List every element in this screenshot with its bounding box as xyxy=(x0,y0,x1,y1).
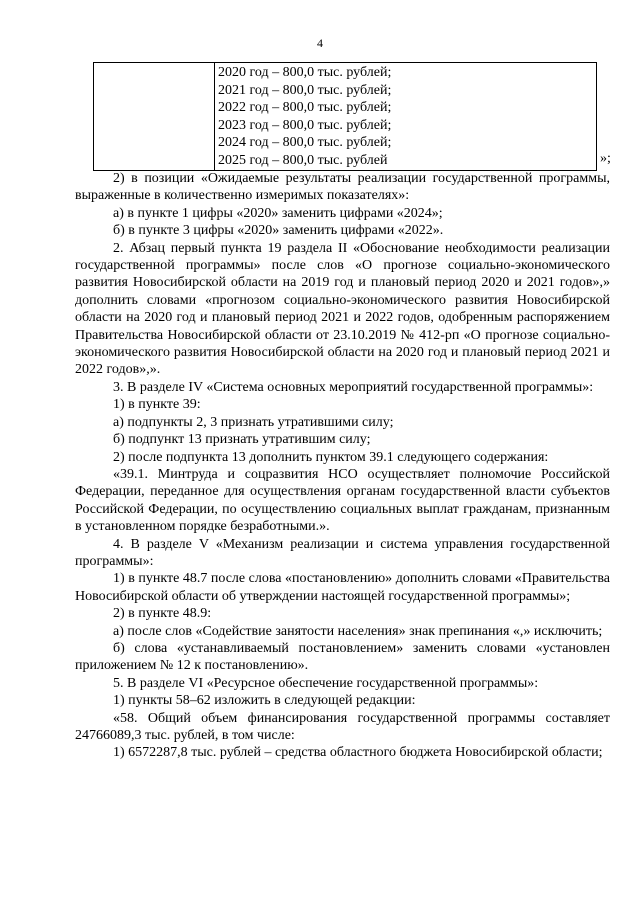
paragraph: 4. В разделе V «Механизм реализации и система управления государственной программы»: xyxy=(75,536,610,569)
page-number: 4 xyxy=(317,36,323,50)
paragraph: а) в пункте 1 цифры «2020» заменить цифрами «2024»; xyxy=(113,205,443,221)
paragraph: 5. В разделе VI «Ресурсное обеспечение государственной программы»: xyxy=(113,675,539,691)
paragraph: 1) в пункте 48.7 после слова «постановлению» дополнить словами «Правительства Новосибирской области об утверждении настоящей государственной программы»; xyxy=(75,571,610,604)
funding-table-values-cell xyxy=(215,63,597,171)
funding-table-label-cell xyxy=(94,63,215,171)
funding-table xyxy=(93,62,597,171)
paragraph: б) подпункт 13 признать утратившим силу; xyxy=(113,432,371,448)
paragraph: 2) после подпункта 13 дополнить пунктом 39.1 следующего содержания: xyxy=(113,449,549,465)
paragraph: б) в пункте 3 цифры «2020» заменить цифрами «2022». xyxy=(113,223,444,239)
paragraph: б) слова «устанавливаемый постановлением» заменить словами «установлен приложением № 12 к постановлению». xyxy=(75,640,610,674)
funding-row: 2021 год – 800,0 тыс. рублей; xyxy=(218,82,392,98)
paragraph: 1) в пункте 39: xyxy=(113,397,201,413)
paragraph: 1) пункты 58–62 изложить в следующей редакции: xyxy=(113,693,416,709)
paragraph: 2. Абзац первый пункта 19 раздела II «Обоснование необходимости реализации государственной программы» после слов «О прогнозе социально-экономического развития Новосибирской области на 2019 год и плановый период 2020 и 2021 годов»,» дополнить словами «прогнозом социально-экономического развития Новосибирской области на 2020 год и плановый период 2021 и 2022 годов, одобренным распоряжением Правительства Новосибирской области от 23.10.2019 № 412-рп «О прогнозе социально-экономического развития Новосибирской области на 2020 год и плановый период 2021 и 2022 годов»,». xyxy=(75,240,610,378)
paragraph: 2) в пункте 48.9: xyxy=(113,606,212,622)
table-closing-quote: »; xyxy=(600,151,611,166)
funding-row: 2024 год – 800,0 тыс. рублей; xyxy=(218,135,392,150)
document-body xyxy=(75,170,610,762)
paragraph: 2) в позиции «Ожидаемые результаты реализации государственной программы, выраженные в количественно измеримых показателях»: xyxy=(75,171,610,204)
paragraph: 3. В разделе IV «Система основных мероприятий государственной программы»: xyxy=(113,379,594,395)
paragraph: а) после слов «Содействие занятости населения» знак препинания «,» исключить; xyxy=(113,623,603,639)
funding-row: 2020 год – 800,0 тыс. рублей; xyxy=(218,65,392,80)
paragraph: «39.1. Минтруда и соцразвития НСО осуществляет полномочие Российской Федерации, переданное для осуществления органам государственной власти субъектов Российской Федерации, по осуществлению социальных выплат гражданам, признанным в установленном порядке безработными.». xyxy=(75,466,610,535)
paragraph: 1) 6572287,8 тыс. рублей – средства областного бюджета Новосибирской области; xyxy=(113,745,603,761)
funding-row: 2025 год – 800,0 тыс. рублей xyxy=(218,152,388,168)
paragraph: а) подпункты 2, 3 признать утратившими силу; xyxy=(113,414,394,430)
funding-row: 2022 год – 800,0 тыс. рублей; xyxy=(218,100,392,115)
funding-row: 2023 год – 800,0 тыс. рублей; xyxy=(218,117,392,133)
paragraph: «58. Общий объем финансирования государственной программы составляет 24766089,3 тыс. рублей, в том числе: xyxy=(75,710,610,743)
